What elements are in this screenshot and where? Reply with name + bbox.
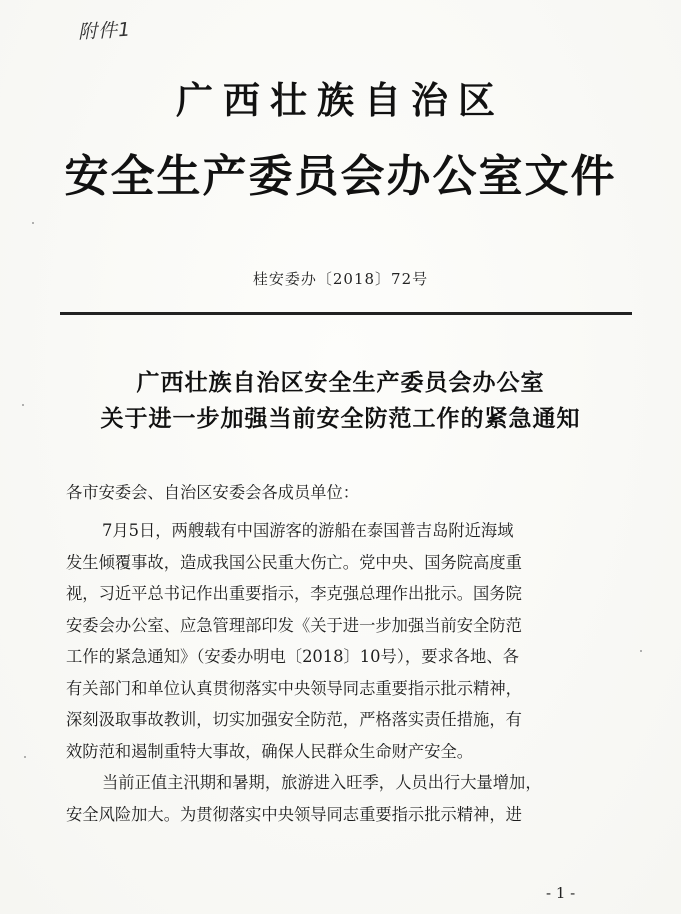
scan-speck (640, 650, 642, 652)
issuer-region: 广西壮族自治区 (176, 79, 505, 122)
scan-speck (22, 404, 24, 406)
body-line: 视，习近平总书记作出重要指示，李克强总理作出批示。国务院 (66, 584, 522, 603)
header-divider (60, 312, 632, 315)
body-line: 工作的紧急通知》（安委办明电〔2018〕10号），要求各地、各 (66, 647, 519, 666)
issuer-office: 安全生产委员会办公室文件 (64, 151, 617, 202)
body-line: 安委会办公室、应急管理部印发《关于进一步加强当前安全防范 (66, 616, 522, 635)
body-line: 当前正值主汛期和暑期，旅游进入旺季，人员出行大量增加， (102, 773, 542, 792)
salutation: 各市安委会、自治区安委会各成员单位： (66, 483, 360, 502)
body-line: 安全风险加大。为贯彻落实中央领导同志重要指示批示精神，进 (66, 805, 522, 824)
body-line: 发生倾覆事故，造成我国公民重大伤亡。党中央、国务院高度重 (66, 553, 522, 572)
scan-speck (24, 756, 26, 758)
title-line-2: 关于进一步加强当前安全防范工作的紧急通知 (100, 406, 581, 432)
body-line: 有关部门和单位认真贯彻落实中央领导同志重要指示批示精神， (66, 679, 522, 698)
body-line: 7月5日，两艘载有中国游客的游船在泰国普吉岛附近海域 (102, 521, 514, 540)
title-line-1: 广西壮族自治区安全生产委员会办公室 (136, 370, 545, 396)
page-number: - 1 - (546, 884, 576, 902)
body-line: 深刻汲取事故教训，切实加强安全防范，严格落实责任措施，有 (66, 710, 522, 729)
scan-speck (32, 222, 34, 224)
handwritten-annotation: 附件1 (77, 18, 132, 44)
body-line: 效防范和遏制重特大事故，确保人民群众生命财产安全。 (66, 742, 474, 761)
document-number: 桂安委办〔2018〕72号 (252, 270, 429, 288)
